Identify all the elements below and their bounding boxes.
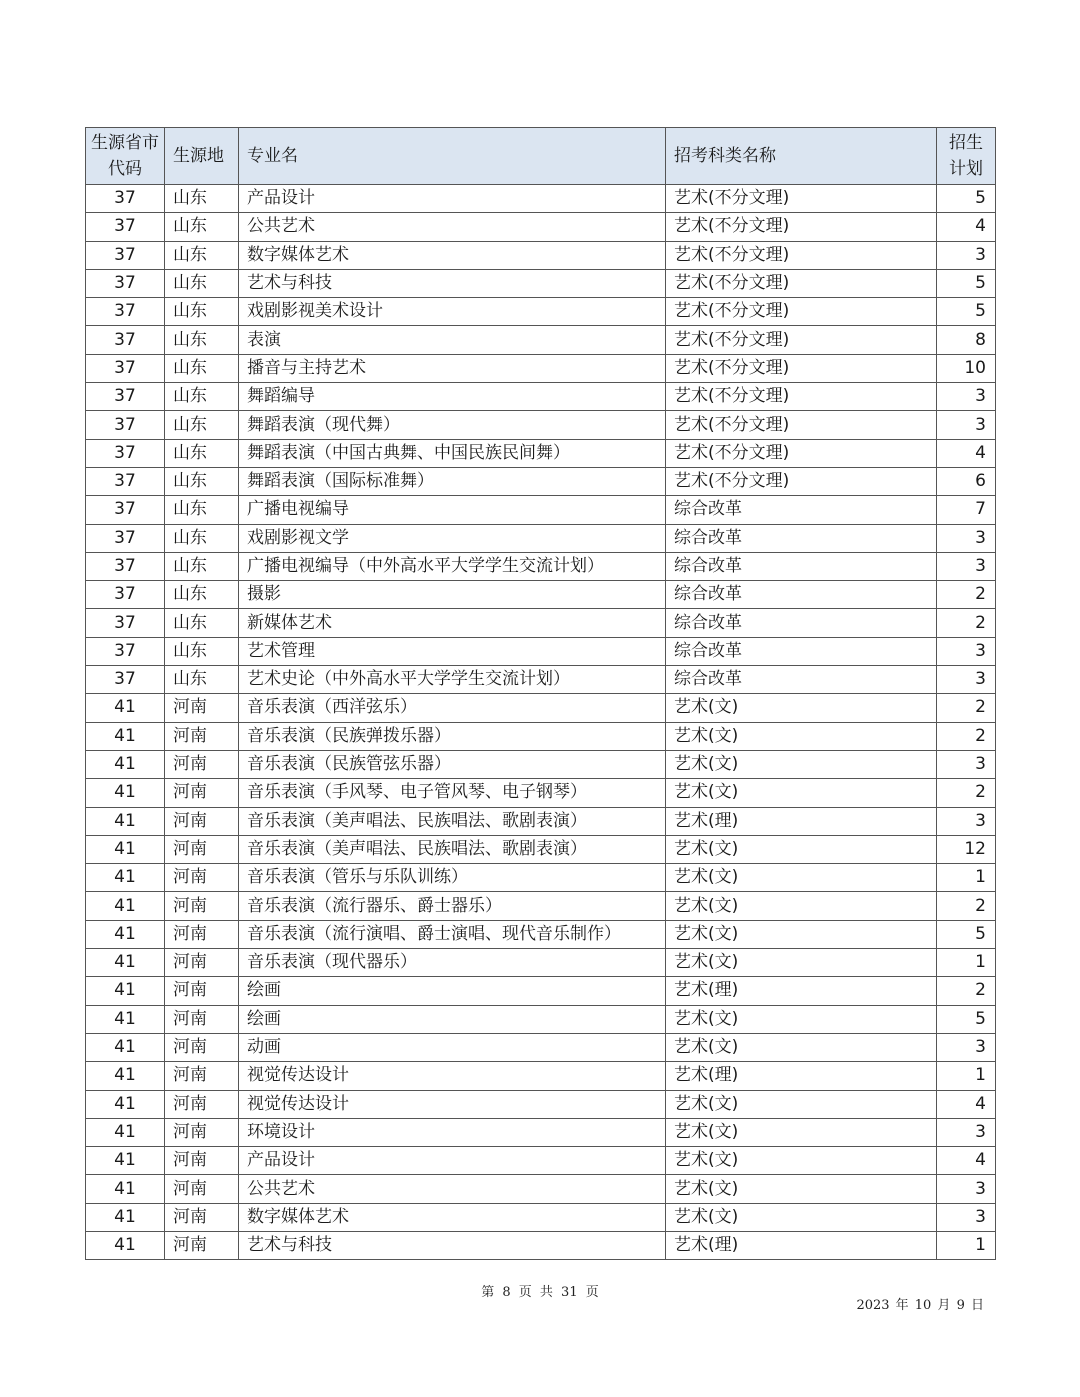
cell-province-code: 37 — [86, 439, 165, 467]
cell-province-code: 41 — [86, 949, 165, 977]
cell-category: 艺术(文) — [666, 1147, 937, 1175]
cell-category: 综合改革 — [666, 637, 937, 665]
cell-major: 表演 — [239, 326, 666, 354]
cell-major: 公共艺术 — [239, 213, 666, 241]
cell-province-code: 37 — [86, 383, 165, 411]
table-body — [86, 185, 996, 1260]
cell-province-code: 41 — [86, 779, 165, 807]
table-row — [86, 581, 996, 609]
cell-category: 艺术(文) — [666, 722, 937, 750]
cell-plan: 10 — [937, 354, 996, 382]
cell-origin: 河南 — [165, 892, 239, 920]
cell-province-code: 41 — [86, 864, 165, 892]
table-row — [86, 666, 996, 694]
cell-province-code: 41 — [86, 920, 165, 948]
table-row — [86, 779, 996, 807]
cell-plan: 7 — [937, 496, 996, 524]
table-row — [86, 439, 996, 467]
table-row — [86, 949, 996, 977]
table-row — [86, 1033, 996, 1061]
cell-origin: 河南 — [165, 1062, 239, 1090]
cell-province-code: 41 — [86, 892, 165, 920]
cell-category: 艺术(不分文理) — [666, 298, 937, 326]
cell-origin: 河南 — [165, 835, 239, 863]
table-row — [86, 524, 996, 552]
table-row — [86, 213, 996, 241]
table-row — [86, 835, 996, 863]
cell-origin: 山东 — [165, 269, 239, 297]
table-row — [86, 1203, 996, 1231]
table-row — [86, 722, 996, 750]
table-row — [86, 1090, 996, 1118]
cell-category: 艺术(理) — [666, 1062, 937, 1090]
cell-category: 艺术(不分文理) — [666, 439, 937, 467]
cell-origin: 山东 — [165, 552, 239, 580]
cell-major: 绘画 — [239, 977, 666, 1005]
table-row — [86, 1005, 996, 1033]
cell-plan: 5 — [937, 269, 996, 297]
cell-major: 公共艺术 — [239, 1175, 666, 1203]
cell-origin: 山东 — [165, 439, 239, 467]
table-row — [86, 1062, 996, 1090]
cell-plan: 4 — [937, 439, 996, 467]
cell-major: 艺术与科技 — [239, 269, 666, 297]
header-province-code: 生源省市代码 — [86, 128, 165, 185]
cell-major: 音乐表演（美声唱法、民族唱法、歌剧表演） — [239, 835, 666, 863]
cell-major: 绘画 — [239, 1005, 666, 1033]
cell-origin: 河南 — [165, 977, 239, 1005]
table-row — [86, 977, 996, 1005]
table-row — [86, 467, 996, 495]
cell-province-code: 41 — [86, 1203, 165, 1231]
cell-province-code: 41 — [86, 1147, 165, 1175]
header-plan: 招生计划 — [937, 128, 996, 185]
cell-origin: 山东 — [165, 185, 239, 213]
table-row — [86, 241, 996, 269]
cell-origin: 河南 — [165, 1005, 239, 1033]
cell-major: 舞蹈表演（国际标准舞） — [239, 467, 666, 495]
cell-origin: 山东 — [165, 354, 239, 382]
cell-province-code: 41 — [86, 1175, 165, 1203]
cell-major: 音乐表演（流行器乐、爵士器乐） — [239, 892, 666, 920]
cell-major: 视觉传达设计 — [239, 1062, 666, 1090]
cell-category: 艺术(不分文理) — [666, 383, 937, 411]
cell-major: 音乐表演（西洋弦乐） — [239, 694, 666, 722]
table-row — [86, 637, 996, 665]
cell-plan: 2 — [937, 722, 996, 750]
cell-category: 综合改革 — [666, 524, 937, 552]
cell-origin: 河南 — [165, 1203, 239, 1231]
cell-major: 舞蹈编导 — [239, 383, 666, 411]
cell-major: 戏剧影视美术设计 — [239, 298, 666, 326]
cell-category: 艺术(文) — [666, 920, 937, 948]
cell-category: 艺术(不分文理) — [666, 354, 937, 382]
cell-major: 音乐表演（手风琴、电子管风琴、电子钢琴） — [239, 779, 666, 807]
cell-origin: 山东 — [165, 637, 239, 665]
cell-category: 艺术(不分文理) — [666, 411, 937, 439]
cell-province-code: 37 — [86, 269, 165, 297]
cell-category: 艺术(文) — [666, 1033, 937, 1061]
cell-plan: 3 — [937, 1203, 996, 1231]
cell-origin: 山东 — [165, 213, 239, 241]
cell-major: 艺术与科技 — [239, 1231, 666, 1259]
cell-origin: 河南 — [165, 750, 239, 778]
table-row — [86, 892, 996, 920]
cell-province-code: 37 — [86, 326, 165, 354]
cell-plan: 2 — [937, 609, 996, 637]
table-row — [86, 298, 996, 326]
cell-category: 艺术(文) — [666, 1005, 937, 1033]
cell-major: 数字媒体艺术 — [239, 241, 666, 269]
cell-origin: 河南 — [165, 1231, 239, 1259]
table-row — [86, 326, 996, 354]
cell-province-code: 37 — [86, 524, 165, 552]
cell-origin: 河南 — [165, 722, 239, 750]
cell-province-code: 41 — [86, 694, 165, 722]
cell-plan: 6 — [937, 467, 996, 495]
cell-major: 产品设计 — [239, 185, 666, 213]
cell-province-code: 37 — [86, 213, 165, 241]
table-row — [86, 694, 996, 722]
cell-category: 艺术(理) — [666, 807, 937, 835]
cell-major: 数字媒体艺术 — [239, 1203, 666, 1231]
cell-category: 综合改革 — [666, 496, 937, 524]
cell-origin: 河南 — [165, 1118, 239, 1146]
cell-plan: 3 — [937, 552, 996, 580]
header-origin: 生源地 — [165, 128, 239, 185]
cell-category: 艺术(不分文理) — [666, 241, 937, 269]
cell-major: 广播电视编导（中外高水平大学学生交流计划） — [239, 552, 666, 580]
cell-province-code: 41 — [86, 750, 165, 778]
table-header — [86, 128, 996, 185]
cell-plan: 8 — [937, 326, 996, 354]
cell-category: 艺术(文) — [666, 694, 937, 722]
cell-province-code: 41 — [86, 1090, 165, 1118]
cell-major: 音乐表演（现代器乐） — [239, 949, 666, 977]
table-row — [86, 609, 996, 637]
cell-plan: 2 — [937, 694, 996, 722]
cell-province-code: 37 — [86, 411, 165, 439]
cell-category: 艺术(不分文理) — [666, 467, 937, 495]
header-category: 招考科类名称 — [666, 128, 937, 185]
table-row — [86, 185, 996, 213]
cell-origin: 山东 — [165, 609, 239, 637]
cell-plan: 12 — [937, 835, 996, 863]
cell-origin: 山东 — [165, 411, 239, 439]
cell-province-code: 37 — [86, 467, 165, 495]
cell-category: 艺术(文) — [666, 1203, 937, 1231]
cell-category: 艺术(文) — [666, 1175, 937, 1203]
cell-origin: 河南 — [165, 864, 239, 892]
cell-major: 戏剧影视文学 — [239, 524, 666, 552]
table-row — [86, 1175, 996, 1203]
cell-major: 音乐表演（管乐与乐队训练） — [239, 864, 666, 892]
cell-province-code: 41 — [86, 1062, 165, 1090]
cell-plan: 3 — [937, 1175, 996, 1203]
cell-plan: 1 — [937, 864, 996, 892]
cell-province-code: 41 — [86, 977, 165, 1005]
cell-origin: 山东 — [165, 383, 239, 411]
cell-category: 艺术(文) — [666, 1118, 937, 1146]
cell-province-code: 37 — [86, 637, 165, 665]
table-row — [86, 1118, 996, 1146]
cell-origin: 河南 — [165, 1033, 239, 1061]
table-row — [86, 807, 996, 835]
cell-province-code: 41 — [86, 835, 165, 863]
cell-category: 艺术(理) — [666, 1231, 937, 1259]
cell-category: 艺术(文) — [666, 750, 937, 778]
table-row — [86, 383, 996, 411]
cell-province-code: 41 — [86, 722, 165, 750]
cell-major: 播音与主持艺术 — [239, 354, 666, 382]
cell-origin: 山东 — [165, 581, 239, 609]
cell-major: 音乐表演（民族管弦乐器） — [239, 750, 666, 778]
cell-plan: 4 — [937, 1147, 996, 1175]
document-date: 2023 年 10 月 9 日 — [856, 1298, 984, 1313]
cell-plan: 1 — [937, 949, 996, 977]
cell-major: 音乐表演（流行演唱、爵士演唱、现代音乐制作） — [239, 920, 666, 948]
cell-major: 舞蹈表演（现代舞） — [239, 411, 666, 439]
cell-plan: 3 — [937, 750, 996, 778]
cell-major: 视觉传达设计 — [239, 1090, 666, 1118]
table-row — [86, 920, 996, 948]
header-row — [86, 128, 996, 185]
cell-origin: 山东 — [165, 524, 239, 552]
cell-plan: 3 — [937, 411, 996, 439]
cell-plan: 4 — [937, 1090, 996, 1118]
cell-major: 环境设计 — [239, 1118, 666, 1146]
cell-origin: 河南 — [165, 779, 239, 807]
cell-plan: 2 — [937, 977, 996, 1005]
admissions-plan-table — [85, 127, 996, 1260]
cell-major: 音乐表演（美声唱法、民族唱法、歌剧表演） — [239, 807, 666, 835]
cell-plan: 5 — [937, 1005, 996, 1033]
cell-category: 综合改革 — [666, 552, 937, 580]
table-row — [86, 269, 996, 297]
cell-category: 艺术(文) — [666, 1090, 937, 1118]
cell-category: 艺术(文) — [666, 892, 937, 920]
cell-origin: 河南 — [165, 807, 239, 835]
cell-category: 艺术(不分文理) — [666, 269, 937, 297]
cell-origin: 河南 — [165, 1175, 239, 1203]
page-number: 第 8 页 共 31 页 — [481, 1285, 599, 1300]
table-row — [86, 496, 996, 524]
cell-plan: 3 — [937, 666, 996, 694]
table-row — [86, 552, 996, 580]
cell-province-code: 37 — [86, 241, 165, 269]
table-row — [86, 1147, 996, 1175]
cell-origin: 河南 — [165, 1147, 239, 1175]
cell-plan: 5 — [937, 920, 996, 948]
cell-plan: 4 — [937, 213, 996, 241]
cell-category: 艺术(文) — [666, 779, 937, 807]
cell-category: 综合改革 — [666, 666, 937, 694]
cell-major: 艺术史论（中外高水平大学学生交流计划） — [239, 666, 666, 694]
table-row — [86, 864, 996, 892]
cell-plan: 3 — [937, 637, 996, 665]
cell-plan: 5 — [937, 298, 996, 326]
cell-origin: 山东 — [165, 467, 239, 495]
table-row — [86, 354, 996, 382]
cell-plan: 3 — [937, 1033, 996, 1061]
cell-major: 产品设计 — [239, 1147, 666, 1175]
cell-category: 艺术(文) — [666, 835, 937, 863]
cell-plan: 3 — [937, 241, 996, 269]
table-row — [86, 411, 996, 439]
cell-major: 新媒体艺术 — [239, 609, 666, 637]
cell-plan: 3 — [937, 807, 996, 835]
cell-category: 综合改革 — [666, 609, 937, 637]
cell-origin: 河南 — [165, 694, 239, 722]
cell-plan: 3 — [937, 383, 996, 411]
cell-major: 音乐表演（民族弹拨乐器） — [239, 722, 666, 750]
cell-province-code: 37 — [86, 298, 165, 326]
cell-plan: 3 — [937, 1118, 996, 1146]
table-row — [86, 1231, 996, 1259]
cell-category: 艺术(不分文理) — [666, 185, 937, 213]
header-major: 专业名 — [239, 128, 666, 185]
cell-category: 综合改革 — [666, 581, 937, 609]
cell-province-code: 41 — [86, 1033, 165, 1061]
cell-province-code: 37 — [86, 552, 165, 580]
cell-province-code: 37 — [86, 185, 165, 213]
cell-plan: 5 — [937, 185, 996, 213]
cell-province-code: 37 — [86, 609, 165, 637]
cell-origin: 河南 — [165, 1090, 239, 1118]
cell-province-code: 37 — [86, 354, 165, 382]
cell-province-code: 41 — [86, 1118, 165, 1146]
cell-major: 广播电视编导 — [239, 496, 666, 524]
cell-category: 艺术(文) — [666, 864, 937, 892]
cell-major: 艺术管理 — [239, 637, 666, 665]
cell-category: 艺术(不分文理) — [666, 213, 937, 241]
cell-plan: 2 — [937, 779, 996, 807]
cell-plan: 2 — [937, 892, 996, 920]
cell-origin: 河南 — [165, 920, 239, 948]
cell-province-code: 41 — [86, 807, 165, 835]
cell-major: 舞蹈表演（中国古典舞、中国民族民间舞） — [239, 439, 666, 467]
cell-major: 摄影 — [239, 581, 666, 609]
cell-origin: 山东 — [165, 666, 239, 694]
table-row — [86, 750, 996, 778]
cell-province-code: 37 — [86, 496, 165, 524]
cell-province-code: 37 — [86, 581, 165, 609]
cell-plan: 1 — [937, 1231, 996, 1259]
cell-category: 艺术(不分文理) — [666, 326, 937, 354]
cell-category: 艺术(文) — [666, 949, 937, 977]
cell-province-code: 37 — [86, 666, 165, 694]
cell-category: 艺术(理) — [666, 977, 937, 1005]
cell-province-code: 41 — [86, 1231, 165, 1259]
cell-origin: 山东 — [165, 326, 239, 354]
cell-origin: 河南 — [165, 949, 239, 977]
cell-major: 动画 — [239, 1033, 666, 1061]
cell-origin: 山东 — [165, 241, 239, 269]
cell-origin: 山东 — [165, 298, 239, 326]
cell-province-code: 41 — [86, 1005, 165, 1033]
cell-plan: 1 — [937, 1062, 996, 1090]
cell-plan: 3 — [937, 524, 996, 552]
cell-origin: 山东 — [165, 496, 239, 524]
cell-plan: 2 — [937, 581, 996, 609]
